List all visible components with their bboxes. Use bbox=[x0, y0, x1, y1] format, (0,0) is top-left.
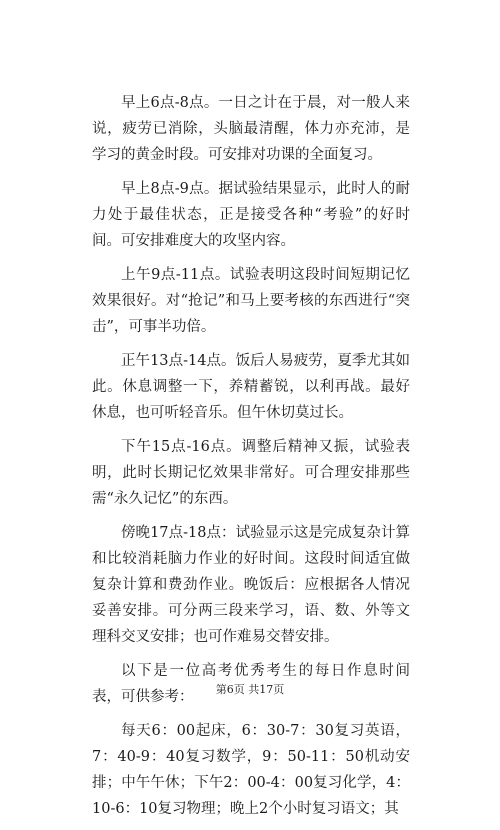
paragraph-schedule-intro: 以下是一位高考优秀考生的每日作息时间表，可供参考： bbox=[92, 663, 410, 705]
paragraph-morning-6-8: 早上6点-8点。一日之计在于晨，对一般人来说，疲劳已消除，头脑最清醒，体力亦充沛，是学习的黄金时段。可安排对功课的全面复习。 bbox=[92, 95, 410, 163]
paragraph-morning-9-11: 上午9点-11点。试验表明这段时间短期记忆效果很好。对“抢记”和马上要考核的东西进行“突击”，可事半功倍。 bbox=[92, 267, 410, 335]
paragraph-daily-schedule: 每天6：00起床，6：30-7：30复习英语，7：40-9：40复习数学，9：50-11：50机动安排；中午午休；下午2：00-4：00复习化学，4：10-6：10复习物理；晚上2个小时复习语文；其 bbox=[92, 723, 410, 817]
paragraph-noon-13-14: 正午13点-14点。饭后人易疲劳，夏季尤其如此。休息调整一下，养精蓄锐，以利再战。最好休息，也可听轻音乐。但午休切莫过长。 bbox=[92, 353, 410, 421]
document-body bbox=[92, 90, 410, 830]
page-footer: 第6页 共17页 bbox=[215, 683, 285, 696]
paragraph-evening-17-18: 傍晚17点-18点：试验显示这是完成复杂计算和比较消耗脑力作业的好时间。这段时间适宜做复杂计算和费劲作业。晚饭后：应根据各人情况妥善安排。可分两三段来学习，语、数、外等文理科交叉安排；也可作难易交替安排。 bbox=[92, 525, 410, 645]
paragraph-afternoon-15-16: 下午15点-16点。调整后精神又振，试验表明，此时长期记忆效果非常好。可合理安排那些需“永久记忆”的东西。 bbox=[92, 439, 410, 507]
paragraph-morning-8-9: 早上8点-9点。据试验结果显示，此时人的耐力处于最佳状态，正是接受各种“考验”的好时间。可安排难度大的攻坚内容。 bbox=[92, 181, 410, 249]
